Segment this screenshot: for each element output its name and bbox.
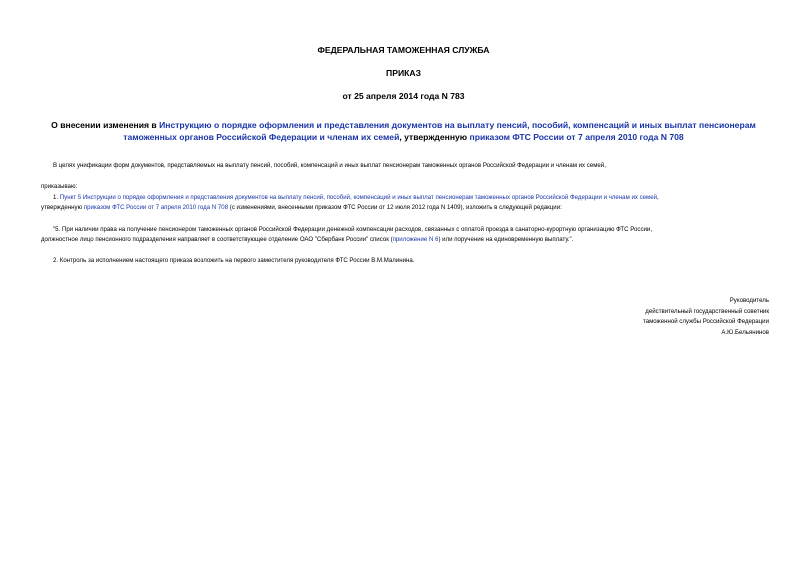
instruction-link[interactable]: Инструкцию о порядке оформления и представления документов на выплату пенсий, пособий, компенсаций и иных выплат пенсионерам <box>159 120 756 130</box>
title-line-2 <box>30 131 777 143</box>
item-1-line-1 <box>53 193 659 203</box>
signature-rank-line-2: таможенной службы Российской Федерации <box>643 318 769 325</box>
instruction-link-continued[interactable]: таможенных органов Российской Федерации и членам их семей <box>123 132 400 142</box>
order-708-link[interactable]: приказом ФТС России от 7 апреля 2010 года N 708 <box>469 132 684 142</box>
document-title <box>30 119 777 143</box>
item-1-suffix: (с изменениями, внесенными приказом ФТС России от 12 июля 2012 года N 1409), изложить в следующей редакции: <box>228 204 562 211</box>
signature-rank-line-1: действительный государственный советник <box>645 307 769 315</box>
signature-name: А.Ю.Бельянинов <box>721 328 769 336</box>
item-1-number: 1. <box>53 194 60 201</box>
signature-block <box>643 296 769 338</box>
document-type: ПРИКАЗ <box>386 68 421 78</box>
title-middle: , утвержденную <box>399 132 470 142</box>
title-line-1 <box>30 119 777 131</box>
order-word: приказываю: <box>41 183 78 190</box>
appendix-6-link[interactable]: приложение N 6 <box>392 236 439 243</box>
quote-line-2-prefix: должностное лицо пенсионного подразделения направляет в соответствующее отделение ОАО "Сбербанк России" список ( <box>41 236 393 243</box>
quote-line-2-suffix: ) или поручение на единовременную выплату.". <box>438 236 574 243</box>
agency-name: ФЕДЕРАЛЬНАЯ ТАМОЖЕННАЯ СЛУЖБА <box>317 45 490 55</box>
signature-position: Руководитель <box>729 297 769 304</box>
document-date-number: от 25 апреля 2014 года N 783 <box>342 91 465 101</box>
quote-line-1: "5. При наличии права на получение пенсионером таможенных органов Российской Федерации денежной компенсации расходов, связанных с оплатой проезда в санаторно-курортную организацию ФТС России, <box>53 226 653 233</box>
intro-paragraph: В целях унификации форм документов, представляемых на выплату пенсий, пособий, компенсаций и иных выплат пенсионерам таможенных органов Российской Федерации и членам их семей, <box>53 162 606 169</box>
item-2-paragraph: 2. Контроль за исполнением настоящего приказа возложить на первого заместителя руководителя ФТС России В.М.Малинина. <box>53 257 415 264</box>
item-1-line-2 <box>41 203 562 213</box>
item-1-prefix: утвержденную <box>41 204 84 211</box>
quote-line-2 <box>41 235 573 245</box>
item-1-comma: , <box>657 194 659 201</box>
clause-5-link[interactable]: Пункт 5 Инструкции о порядке оформления и представления документов на выплату пенсий, пособий, компенсаций и иных выплат пенсионерам таможенных органов Российской Федерации и членам их семей <box>59 194 658 201</box>
item-1-order-708-link[interactable]: приказом ФТС России от 7 апреля 2010 года N 708 <box>83 204 229 211</box>
title-prefix: О внесении изменения в <box>51 120 160 130</box>
